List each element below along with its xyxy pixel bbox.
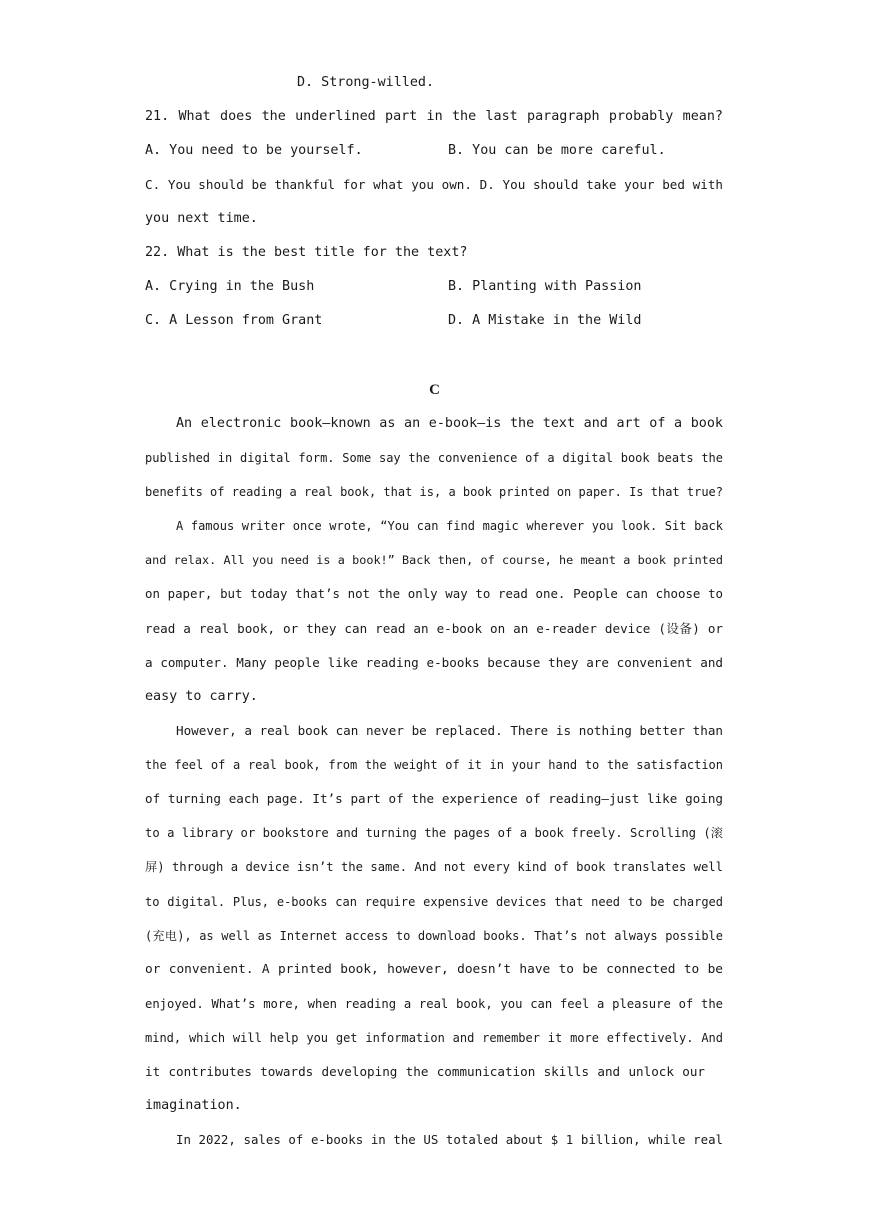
passage-line: mind, which will help you get information and remember it more effectively. And: [145, 1031, 723, 1045]
passage-line: to digital. Plus, e-books can require expensive devices that need to be charged: [145, 895, 723, 909]
passage-line: and relax. All you need is a book!” Back then, of course, he meant a book printed: [145, 553, 723, 567]
q21-options-c-d: C. You should be thankful for what you own. D. You should take your bed with: [145, 177, 723, 192]
passage-line: the feel of a real book, from the weight of it in your hand to the satisfaction: [145, 758, 723, 772]
section-heading: C: [429, 382, 440, 398]
passage-line: imagination.: [145, 1098, 242, 1113]
q21-option-d-continued: you next time.: [145, 211, 258, 226]
passage-line: A famous writer once wrote, “You can find magic wherever you look. Sit back: [176, 519, 723, 533]
passage-line: 屏) through a device isn’t the same. And not every kind of book translates well: [145, 860, 723, 874]
q22-option-d: D. A Mistake in the Wild: [448, 313, 642, 328]
passage-line: easy to carry.: [145, 689, 258, 704]
passage-line: In 2022, sales of e-books in the US totaled about $ 1 billion, while real: [176, 1132, 723, 1147]
passage-line: published in digital form. Some say the convenience of a digital book beats the: [145, 451, 723, 465]
passage-line: a computer. Many people like reading e-books because they are convenient and: [145, 655, 723, 670]
passage-line: to a library or bookstore and turning the pages of a book freely. Scrolling (滚: [145, 826, 723, 840]
passage-line: on paper, but today that’s not the only way to read one. People can choose to: [145, 586, 723, 601]
passage-line: or convenient. A printed book, however, doesn’t have to be connected to be: [145, 962, 723, 977]
q21-option-a: A. You need to be yourself.: [145, 143, 363, 158]
passage-line: benefits of reading a real book, that is, a book printed on paper. Is that true?: [145, 485, 723, 499]
passage-line: enjoyed. What’s more, when reading a real book, you can feel a pleasure of the: [145, 997, 723, 1011]
passage-line: (充电), as well as Internet access to download books. That’s not always possible: [145, 929, 723, 943]
q20-option-d: D. Strong-willed.: [297, 75, 435, 90]
q22-option-b: B. Planting with Passion: [448, 279, 642, 294]
q22-option-a: A. Crying in the Bush: [145, 279, 315, 294]
passage-line: of turning each page. It’s part of the experience of reading—just like going: [145, 791, 723, 806]
passage-line: However, a real book can never be replaced. There is nothing better than: [176, 723, 723, 738]
passage-line: An electronic book—known as an e-book—is the text and art of a book: [176, 416, 723, 431]
q22-question: 22. What is the best title for the text?: [145, 245, 468, 260]
q21-option-b: B. You can be more careful.: [448, 143, 666, 158]
passage-line: read a real book, or they can read an e-book on an e-reader device (设备) or: [145, 621, 723, 636]
q21-question: 21. What does the underlined part in the last paragraph probably mean?: [145, 109, 723, 124]
q22-option-c: C. A Lesson from Grant: [145, 313, 323, 328]
passage-line: it contributes towards developing the communication skills and unlock our: [145, 1064, 705, 1079]
